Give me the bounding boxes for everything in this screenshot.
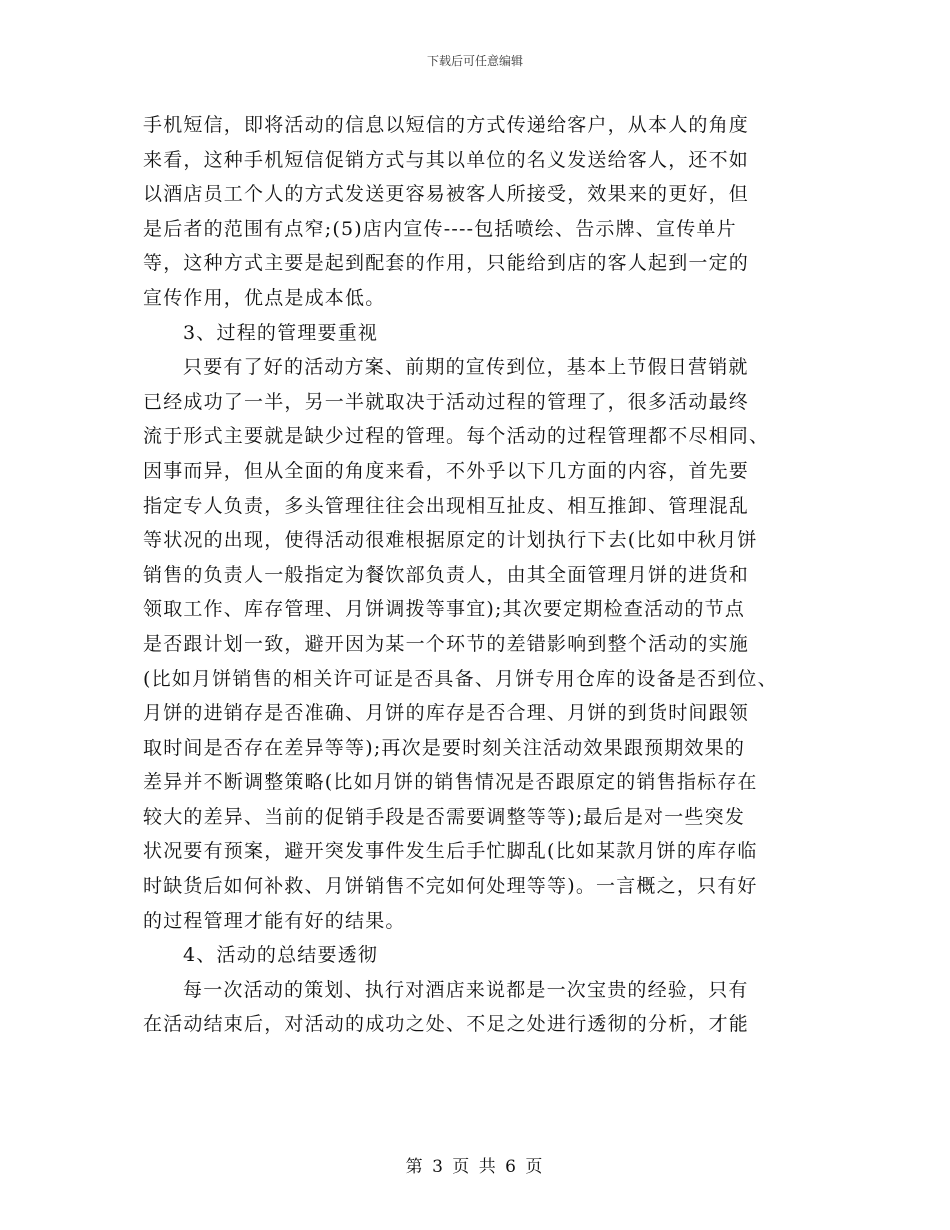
- document-body: [143, 108, 813, 1042]
- paragraph-line: 每一次活动的策划、执行对酒店来说都是一次宝贵的经验，只有: [183, 978, 749, 1001]
- paragraph-line: 领取工作、库存管理、月饼调拨等事宜);其次要定期检查活动的节点: [143, 598, 746, 621]
- paragraph-line: 月饼的进销存是否准确、月饼的库存是否合理、月饼的到货时间跟领: [143, 702, 750, 725]
- paragraph-line: 状况要有预案，避开突发事件发生后手忙脚乱(比如某款月饼的库存临: [143, 840, 758, 863]
- paragraph-line: 的过程管理才能有好的结果。: [143, 909, 406, 932]
- paragraph-line: 取时间是否存在差异等等);再次是要时刻关注活动效果跟预期效果的: [143, 736, 746, 759]
- paragraph-line: 指定专人负责，多头管理往往会出现相互扯皮、相互推卸、管理混乱: [143, 494, 750, 517]
- paragraph-line: 已经成功了一半，另一半就取决于活动过程的管理了，很多活动最终: [143, 390, 750, 413]
- paragraph-line: 时缺货后如何补救、月饼销售不完如何处理等等)。一言概之，只有好: [143, 875, 758, 898]
- page-footer: 第 3 页 共 6 页: [405, 1157, 545, 1177]
- section-heading: 3、过程的管理要重视: [183, 321, 379, 344]
- paragraph-line: 以酒店员工个人的方式发送更容易被客人所接受，效果来的更好，但: [143, 183, 750, 206]
- paragraph-line: 只要有了好的活动方案、前期的宣传到位，基本上节假日营销就: [183, 356, 749, 379]
- paragraph-line: (比如月饼销售的相关许可证是否具备、月饼专用仓库的设备是否到位、: [143, 667, 778, 690]
- paragraph-line: 在活动结束后，对活动的成功之处、不足之处进行透彻的分析，才能: [143, 1013, 750, 1036]
- paragraph-line: 差异并不断调整策略(比如月饼的销售情况是否跟原定的销售指标存在: [143, 771, 758, 794]
- paragraph-line: 是否跟计划一致，避开因为某一个环节的差错影响到整个活动的实施: [143, 632, 750, 655]
- paragraph-line: 销售的负责人一般指定为餐饮部负责人，由其全面管理月饼的进货和: [143, 563, 750, 586]
- paragraph-line: 流于形式主要就是缺少过程的管理。每个活动的过程管理都不尽相同、: [143, 425, 770, 448]
- page-header: 下载后可任意编辑: [426, 54, 523, 68]
- paragraph-line: 来看，这种手机短信促销方式与其以单位的名义发送给客人，还不如: [143, 148, 750, 171]
- paragraph-line: 较大的差异、当前的促销手段是否需要调整等等);最后是对一些突发: [143, 805, 746, 828]
- paragraph-line: 等状况的出现，使得活动很难根据原定的计划执行下去(比如中秋月饼: [143, 529, 758, 552]
- paragraph-line: 因事而异，但从全面的角度来看，不外乎以下几方面的内容，首先要: [143, 459, 750, 482]
- paragraph-line: 等，这种方式主要是起到配套的作用，只能给到店的客人起到一定的: [143, 252, 750, 275]
- paragraph-line: 手机短信，即将活动的信息以短信的方式传递给客户，从本人的角度: [143, 114, 750, 136]
- paragraph-line: 是后者的范围有点窄;(5)店内宣传----包括喷绘、告示牌、宣传单片: [143, 217, 737, 240]
- section-heading: 4、活动的总结要透彻: [183, 944, 379, 967]
- paragraph-line: 宣传作用，优点是成本低。: [143, 286, 386, 309]
